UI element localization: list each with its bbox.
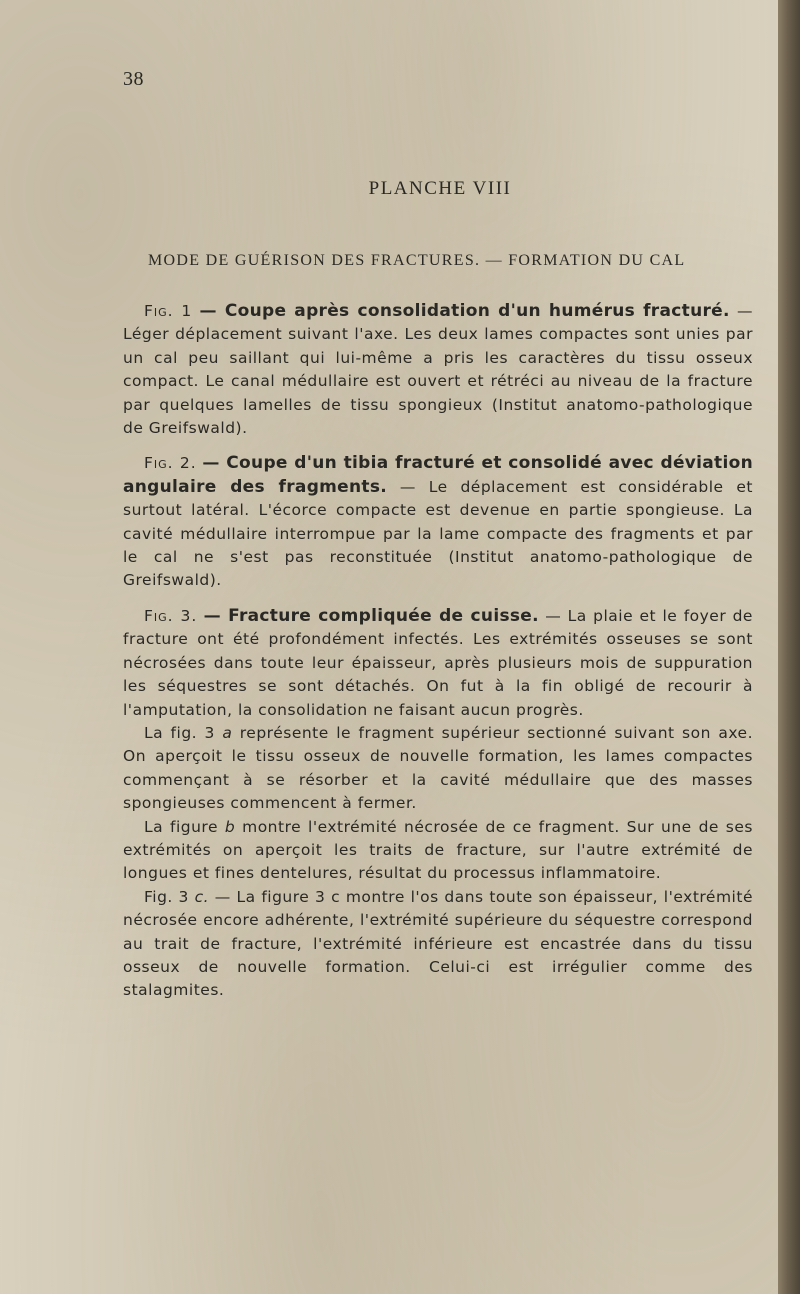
plate-title: PLANCHE VIII: [368, 178, 512, 199]
figure-2-title: — Coupe d'un tibia fracturé et consolidé avec déviation angulaire des fragments.: [123, 453, 753, 497]
figure-3b-lead: La figure: [144, 817, 218, 836]
figure-3-title: — Fracture compliquée de cuisse.: [203, 605, 539, 626]
page-number: 38: [123, 68, 144, 90]
figure-3c-text: — La figure 3 c montre l'os dans toute son épaisseur, l'extrémité nécrosée encore adhérente, l'extrémité supérieure du séquestre correspond au trait de fracture, l'extrémité inférieure est encastrée dans du tissu osseux de nouvelle formation. Celui-ci est irrégulier comme des stalagmites.: [123, 887, 753, 1000]
figure-2-label: Fig. 2.: [144, 454, 197, 473]
figure-3b-letter: b: [224, 817, 236, 836]
figure-3c-letter: c.: [194, 887, 210, 906]
figure-3-paragraph: [123, 605, 753, 722]
figure-3a-paragraph: [123, 722, 753, 816]
figure-1-title: — Coupe après consolidation d'un humérus fracturé.: [199, 301, 730, 321]
figure-3a-letter: a: [222, 723, 233, 742]
figure-3a-text: représente le fragment supérieur sectionné suivant son axe. On aperçoit le tissu osseux de nouvelle formation, les lames compactes commençant à se résorber et la cavité médullaire que des masses spongieuses commencent à fermer.: [123, 723, 754, 813]
figure-1-text: — Léger déplacement suivant l'axe. Les deux lames compactes sont unies par un cal peu saillant qui lui-même a pris les caractères du tissu osseux compact. Le canal médullaire est ouvert et rétréci au niveau de la fracture par quelques lamelles de tissu spongieux (Institut anatomo-pathologique de Greifswald).: [123, 302, 753, 438]
figure-3b-paragraph: [123, 816, 753, 886]
figure-3-label: Fig. 3.: [144, 606, 198, 625]
figure-1-label: Fig. 1: [144, 302, 193, 320]
figure-3c-lead: Fig. 3: [144, 887, 189, 906]
figure-3a-lead: La fig. 3: [144, 723, 215, 742]
figure-1-paragraph: [123, 300, 753, 440]
section-heading: MODE DE GUÉRISON DES FRACTURES. — FORMATION DU CAL: [148, 252, 686, 269]
figure-3c-paragraph: [123, 886, 753, 1003]
figure-3b-text: montre l'extrémité nécrosée de ce fragment. Sur une de ses extrémités on aperçoit les traits de fracture, sur l'autre extrémité de longues et fines dentelures, résultat du processus inflammatoire.: [123, 817, 753, 883]
body-text: [123, 300, 753, 1003]
figure-3-text: — La plaie et le foyer de fracture ont été profondément infectés. Les extrémités osseuses se sont nécrosées dans toute leur épaisseur, après plusieurs mois de suppuration les séquestres se sont détachés. On fut à la fin obligé de recourir à l'amputation, la consolidation ne faisant aucun progrès.: [123, 606, 753, 719]
figure-2-text: — Le déplacement est considérable et surtout latéral. L'écorce compacte est devenue en partie spongieuse. La cavité médullaire interrompue par la lame compacte des fragments et par le cal ne s'est pas reconstituée (Institut anatomo-pathologique de Greifswald).: [123, 477, 753, 590]
figure-2-paragraph: [123, 452, 753, 592]
